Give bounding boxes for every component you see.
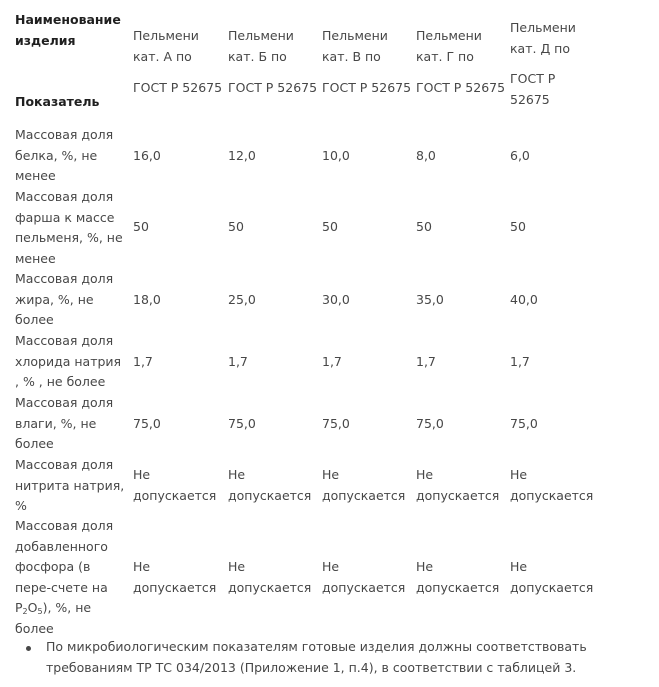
formula-p-subscript: 2: [22, 607, 28, 616]
value-cell: 1,7: [416, 353, 436, 369]
product-name-line: кат. А по: [133, 48, 192, 64]
note-text: [46, 637, 646, 678]
value-line: допускается: [133, 487, 217, 503]
value-cell: 75,0: [416, 415, 444, 431]
table-row: [0, 393, 659, 455]
product-column-header: [133, 26, 222, 99]
value-cell: [133, 465, 216, 506]
product-column-header: [228, 26, 317, 99]
product-name-line: кат. Б по: [228, 48, 287, 64]
bullet-icon: [26, 646, 31, 651]
indicator-label-line: фосфора (в: [15, 559, 91, 574]
product-standard-line: ГОСТ Р: [510, 71, 556, 86]
table-row: [0, 516, 659, 640]
header-indicator-label: [15, 92, 131, 113]
product-name-line: Пельмени: [322, 28, 388, 43]
indicator-label: [15, 331, 131, 393]
product-column-header: [322, 26, 411, 99]
value-line: допускается: [416, 579, 500, 595]
indicator-label-line: Массовая доля: [15, 189, 114, 204]
product-name-line: кат. В по: [322, 48, 381, 64]
value-line: допускается: [322, 579, 406, 595]
note-line: По микробиологическим показателям готовые изделия должны соответствовать: [46, 639, 587, 654]
value-cell: 25,0: [228, 291, 256, 307]
value-cell: [510, 557, 593, 598]
indicator-label-line: %: [15, 498, 27, 513]
value-line: Не: [228, 467, 246, 482]
value-line: допускается: [510, 487, 594, 503]
value-cell: [133, 557, 216, 598]
indicator-label-line: менее: [15, 168, 56, 183]
indicator-label: [15, 269, 131, 331]
value-cell: [416, 465, 499, 506]
indicator-label-line: , % , не более: [15, 374, 106, 389]
product-name-line: кат. Д по: [510, 40, 570, 56]
product-name-line: Пельмени: [416, 28, 482, 43]
value-cell: [228, 465, 311, 506]
indicator-label-line: Массовая доля: [15, 271, 114, 286]
header-name-line: изделия: [15, 32, 76, 48]
indicator-label-line: более: [15, 620, 54, 636]
value-cell: 75,0: [133, 415, 161, 431]
header-indicator-line: Показатель: [15, 94, 100, 109]
value-line: Не: [416, 467, 434, 482]
product-name-line: кат. Г по: [416, 48, 474, 64]
value-cell: [510, 465, 593, 506]
value-cell: 1,7: [322, 353, 342, 369]
formula-o: O: [27, 600, 38, 615]
value-cell: 50: [510, 219, 526, 234]
indicator-label: [15, 516, 131, 639]
value-line: Не: [322, 559, 340, 574]
indicator-label-line: более: [15, 312, 54, 327]
value-line: допускается: [510, 579, 594, 595]
indicator-label-line: добавленного: [15, 538, 108, 554]
value-line: допускается: [228, 487, 312, 503]
indicator-label-line: Массовая доля: [15, 518, 114, 533]
value-cell: 50: [416, 219, 432, 234]
value-line: допускается: [228, 579, 312, 595]
indicator-label: [15, 187, 131, 269]
value-line: Не: [510, 559, 528, 574]
indicator-label-line: фарша к массе: [15, 209, 115, 225]
value-line: Не: [133, 559, 151, 574]
indicator-label-line: менее: [15, 250, 56, 266]
formula-o-subscript: 5: [37, 607, 43, 616]
value-cell: 30,0: [322, 291, 350, 307]
value-cell: 18,0: [133, 291, 161, 307]
product-standard-line: ГОСТ Р 52675: [228, 80, 318, 95]
indicator-label-line: пере-счете на: [15, 579, 108, 595]
product-name-line: Пельмени: [133, 28, 199, 43]
value-cell: 12,0: [228, 147, 256, 163]
product-name-line: Пельмени: [510, 20, 576, 35]
note-line: требованиям ТР ТС 034/2013 (Приложение 1, п.4), в соответствии с таблицей 3.: [46, 659, 577, 675]
value-cell: 1,7: [510, 353, 530, 369]
value-line: Не: [228, 559, 246, 574]
value-cell: [322, 465, 405, 506]
value-cell: 75,0: [322, 415, 350, 431]
value-cell: 1,7: [228, 353, 248, 369]
table-row: [0, 125, 659, 187]
value-line: допускается: [322, 487, 406, 503]
value-cell: [322, 557, 405, 598]
value-line: Не: [510, 467, 528, 482]
indicator-label-line: влаги, %, не: [15, 415, 97, 431]
value-cell: 50: [322, 219, 338, 234]
value-line: Не: [133, 467, 151, 482]
value-cell: 75,0: [510, 415, 538, 431]
header-name-line: Наименование: [15, 12, 121, 27]
product-name-line: Пельмени: [228, 28, 294, 43]
value-cell: 1,7: [133, 353, 153, 369]
value-cell: 50: [133, 219, 149, 234]
value-cell: 40,0: [510, 291, 538, 307]
value-cell: 10,0: [322, 147, 350, 163]
indicator-label-line: белка, %, не: [15, 147, 98, 163]
indicator-label-line: Массовая доля: [15, 127, 114, 142]
product-standard-line: ГОСТ Р 52675: [416, 80, 506, 95]
value-line: допускается: [416, 487, 500, 503]
value-cell: [228, 557, 311, 598]
value-line: Не: [322, 467, 340, 482]
value-cell: 8,0: [416, 147, 436, 163]
value-cell: 75,0: [228, 415, 256, 431]
indicator-label-line: Массовая доля: [15, 333, 114, 348]
indicator-label: [15, 393, 131, 455]
indicator-label-line: жира, %, не: [15, 291, 94, 307]
value-cell: [416, 557, 499, 598]
value-line: допускается: [133, 579, 217, 595]
formula-rest: ), %, не: [42, 600, 92, 615]
value-line: Не: [416, 559, 434, 574]
table-header: [0, 10, 659, 120]
indicator-label-line: нитрита натрия,: [15, 477, 125, 493]
product-standard-line: 52675: [510, 91, 550, 107]
indicator-label-formula-line: [15, 598, 131, 619]
value-cell: 50: [228, 219, 244, 234]
value-cell: 16,0: [133, 147, 161, 163]
product-standard-line: ГОСТ Р 52675: [322, 80, 412, 95]
indicator-label-line: пельменя, %, не: [15, 230, 123, 245]
value-cell: 35,0: [416, 291, 444, 307]
indicator-label-line: Массовая доля: [15, 457, 114, 472]
product-column-header: [416, 26, 505, 99]
indicator-label-line: хлорида натрия: [15, 353, 122, 369]
table-row: [0, 455, 659, 517]
table-row: [0, 187, 659, 269]
value-cell: 6,0: [510, 147, 530, 163]
header-name-label: [15, 10, 131, 51]
table-row: [0, 331, 659, 393]
indicator-label-line: Массовая доля: [15, 395, 114, 410]
indicator-label-line: более: [15, 436, 54, 451]
product-column-header: [510, 18, 576, 110]
indicator-label: [15, 125, 131, 187]
formula-p: P: [15, 600, 23, 615]
product-standard-line: ГОСТ Р 52675: [133, 80, 223, 95]
table-row: [0, 269, 659, 331]
indicator-label: [15, 455, 131, 517]
